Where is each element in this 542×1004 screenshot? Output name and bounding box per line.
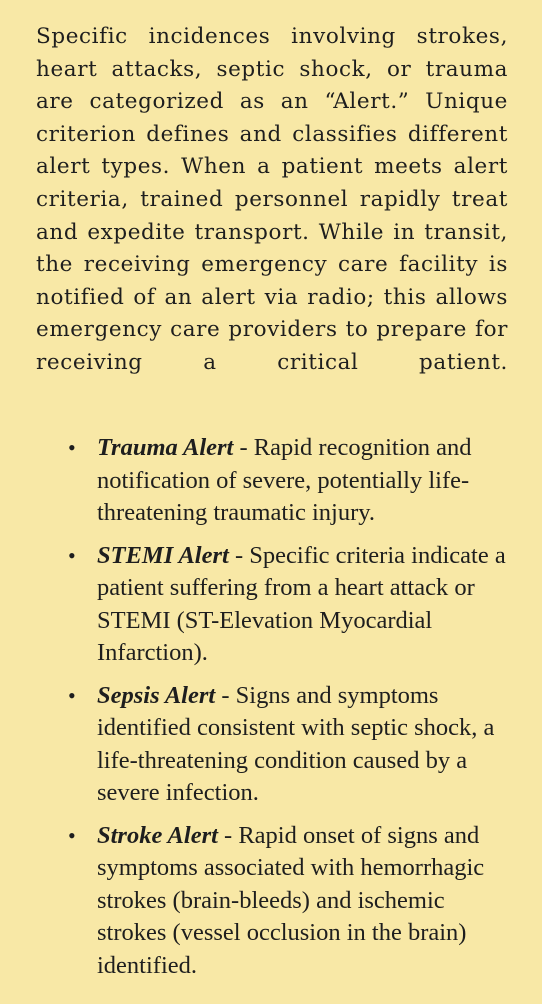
alert-separator: - — [217, 821, 239, 849]
alert-types-list — [0, 432, 542, 992]
list-item-stemi-alert — [0, 540, 542, 670]
alert-separator: - — [233, 434, 254, 461]
intro-paragraph: Specific incidences involving strokes, heart attacks, septic shock, or trauma are categorized as an “Alert.” Unique criterion defines and classifies different alert types. When a patient meets alert criteria, trained personnel rapidly treat and expedite transport. While in transit, the receiving emergency care facility is notified of an alert via radio; this allows emergency care providers to prepare for receiving a critical patient. — [36, 24, 508, 375]
alert-name: Sepsis Alert — [97, 681, 216, 709]
alert-description: Signs and symptoms identified consistent with septic shock, a life-threatening condition caused by a severe infection. — [97, 681, 495, 806]
bullet-icon: • — [68, 542, 76, 568]
bullet-icon: • — [68, 682, 76, 708]
list-item-stroke-alert — [0, 820, 542, 983]
alert-name: Trauma Alert — [97, 434, 234, 461]
alert-separator: - — [215, 681, 236, 709]
alert-description: Rapid onset of signs and symptoms associated with hemorrhagic strokes (brain-bleeds) and ischemic strokes (vessel occlusion in the brain) identified. — [97, 821, 485, 979]
list-item-trauma-alert — [0, 432, 542, 530]
alert-separator: - — [228, 541, 250, 569]
bullet-icon: • — [68, 435, 76, 460]
alert-description: Rapid recognition and notification of severe, potentially life-threatening traumatic injury. — [97, 434, 472, 526]
alert-name: STEMI Alert — [97, 541, 229, 569]
alert-description: Specific criteria indicate a patient suffering from a heart attack or STEMI (ST-Elevation Myocardial Infarction). — [97, 541, 506, 666]
bullet-icon: • — [68, 822, 76, 848]
list-item-sepsis-alert — [0, 680, 542, 810]
alert-name: Stroke Alert — [97, 821, 218, 849]
